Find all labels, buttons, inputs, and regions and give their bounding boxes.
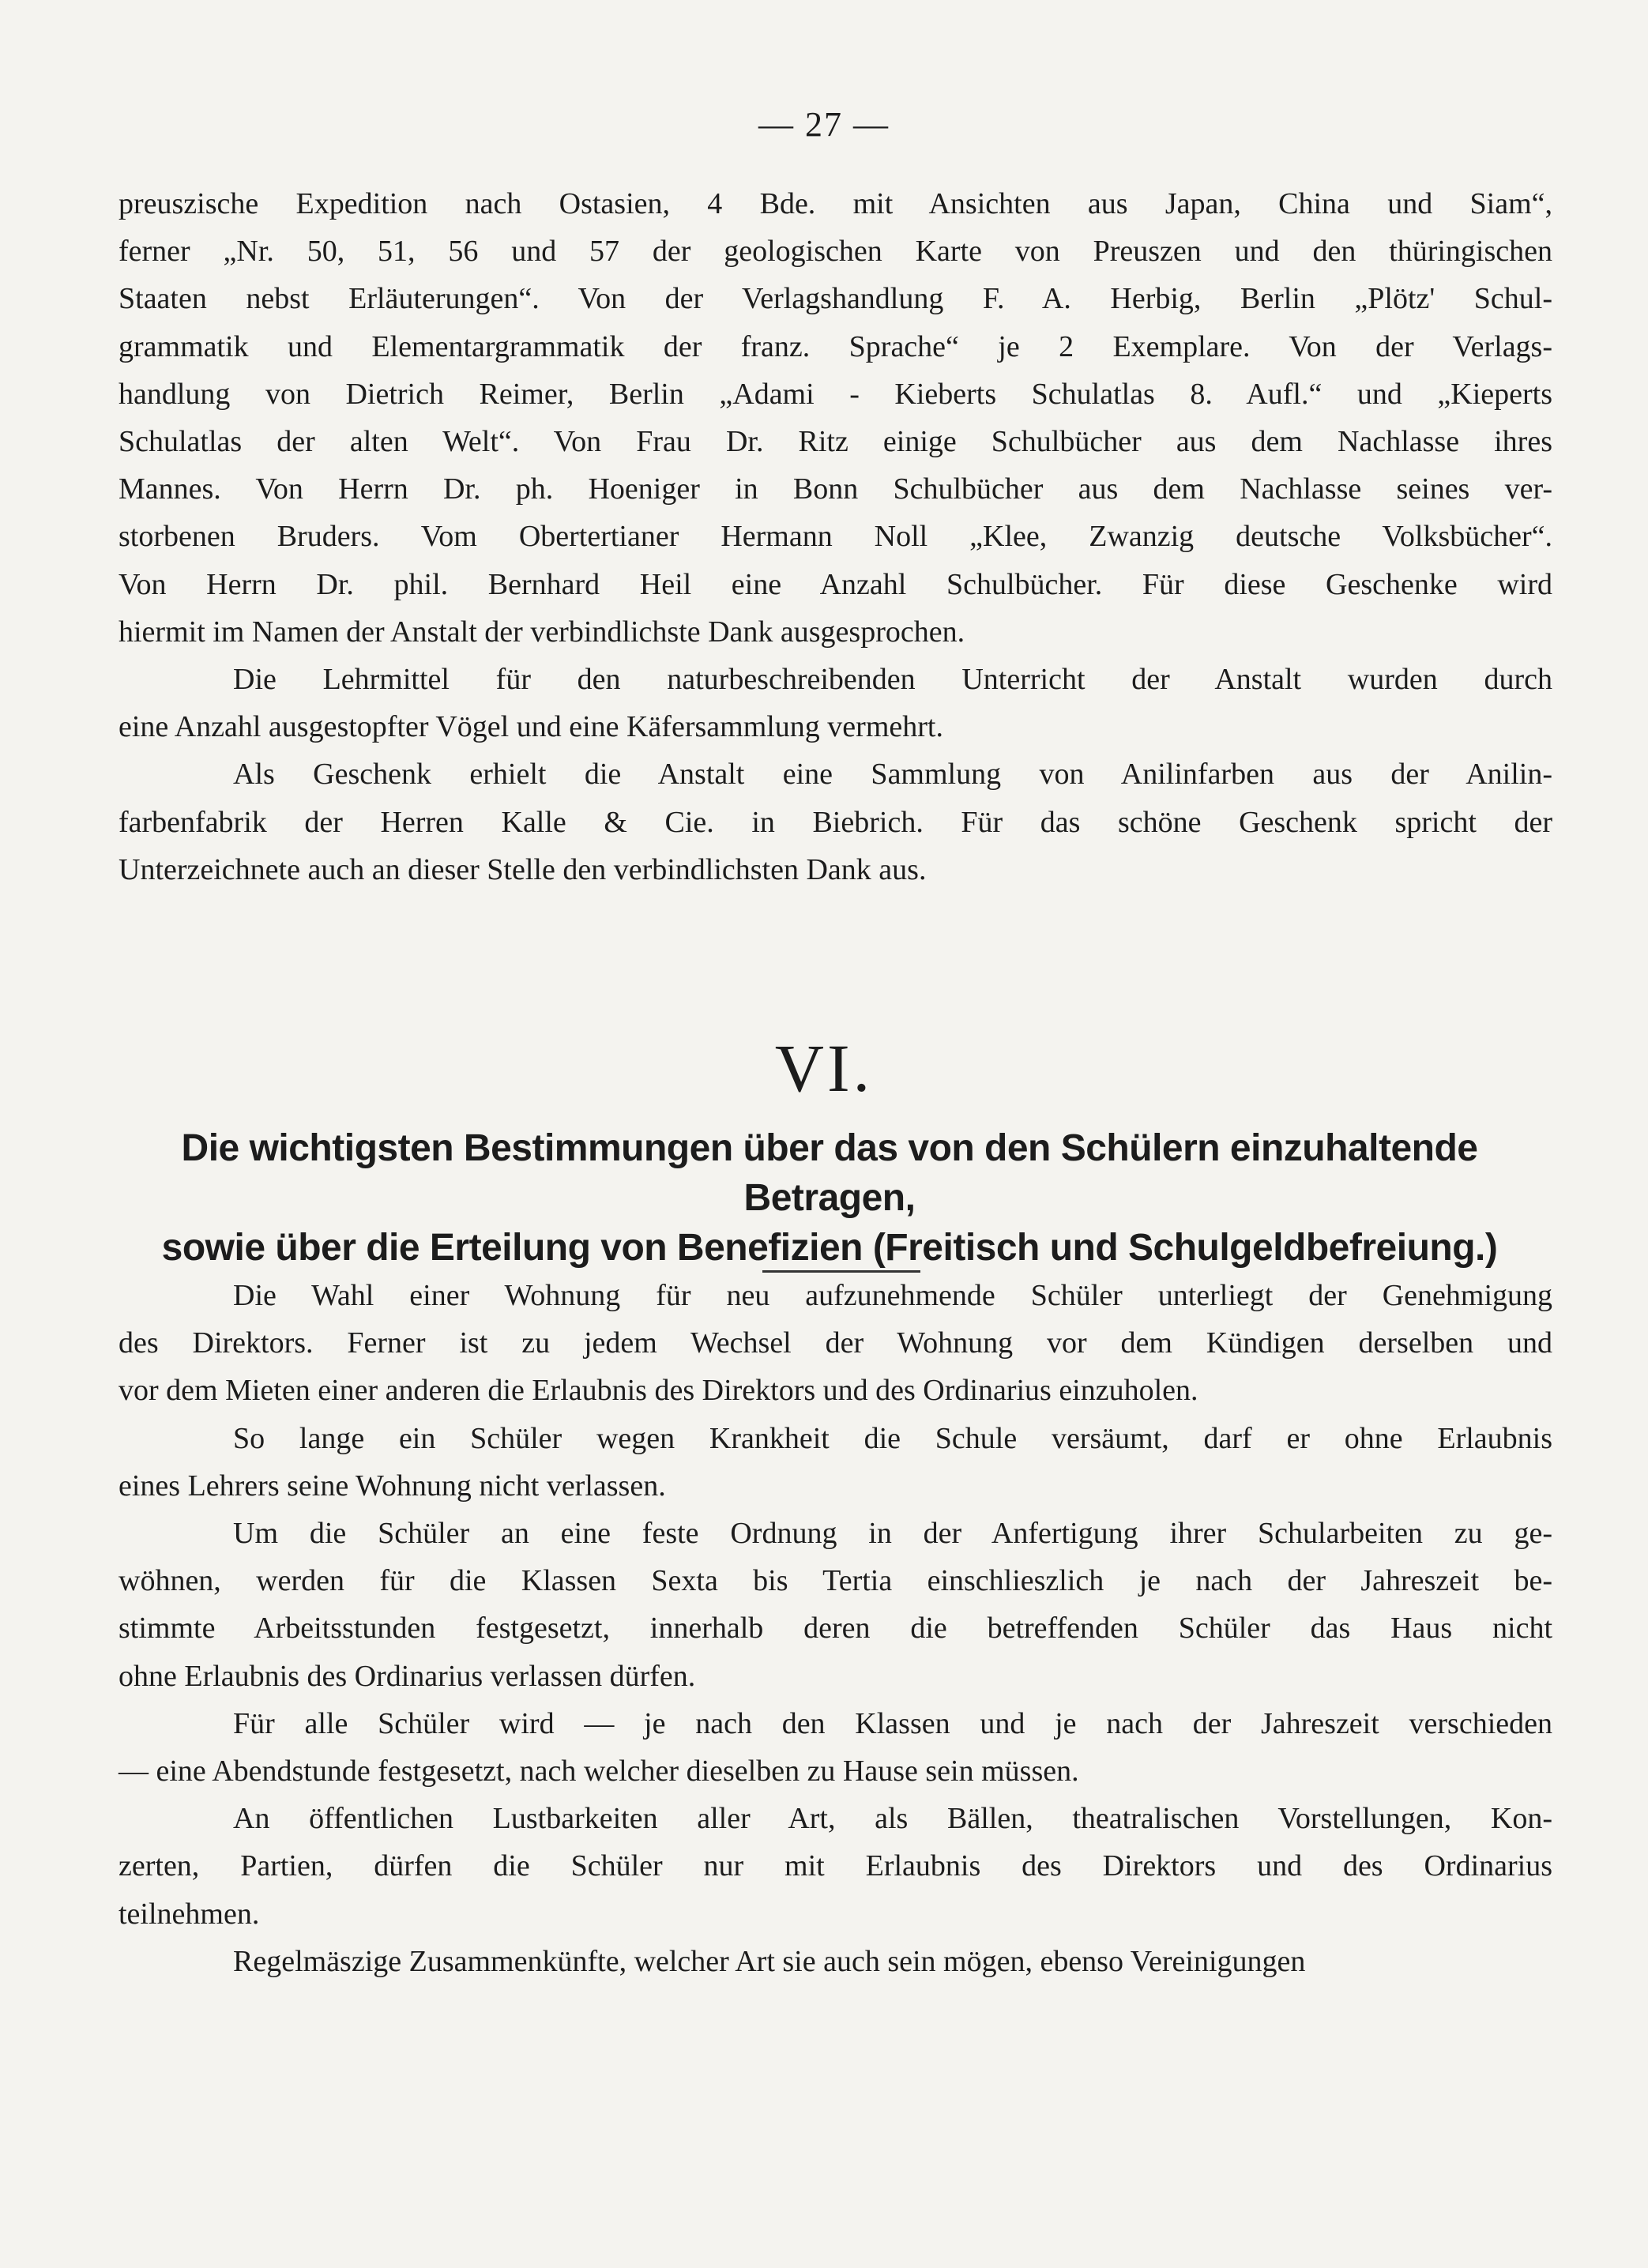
text-line: Schulatlas der alten Welt“. Von Frau Dr. Ritz einige Schulbücher aus dem Nachlasse ihres bbox=[119, 425, 1552, 459]
page-number: — 27 — bbox=[758, 105, 890, 144]
text-line: vor dem Mieten einer anderen die Erlaubnis des Direktors und des Ordinarius einzuholen. bbox=[119, 1374, 1198, 1408]
section-title-line: Die wichtigsten Bestimmungen über das von den Schülern einzuhaltende Betragen, bbox=[181, 1127, 1478, 1219]
text-line: So lange ein Schüler wegen Krankheit die Schule versäumt, darf er ohne Erlaubnis bbox=[233, 1421, 1552, 1455]
text-line: Von Herrn Dr. phil. Bernhard Heil eine Anzahl Schulbücher. Für diese Geschenke wird bbox=[119, 567, 1552, 601]
text-line: — eine Abendstunde festgesetzt, nach welcher dieselben zu Hause sein müssen. bbox=[119, 1755, 1079, 1788]
text-line: des Direktors. Ferner ist zu jedem Wechsel der Wohnung vor dem Kündigen derselben und bbox=[119, 1326, 1552, 1360]
paragraph-housing bbox=[119, 1272, 1552, 1415]
text-line: wöhnen, werden für die Klassen Sexta bis Tertia einschlieszlich je nach der Jahreszeit be- bbox=[119, 1564, 1552, 1598]
paragraph-public-entertainment bbox=[119, 1795, 1552, 1938]
text-line: An öffentlichen Lustbarkeiten aller Art, als Bällen, theatralischen Vorstellungen, Kon- bbox=[233, 1802, 1552, 1836]
text-line: Als Geschenk erhielt die Anstalt eine Sammlung von Anilinfarben aus der Anilin- bbox=[233, 758, 1552, 792]
text-line: Die Wahl einer Wohnung für neu aufzunehmende Schüler unterliegt der Genehmigung bbox=[233, 1279, 1552, 1312]
text-line: farbenfabrik der Herren Kalle & Cie. in Biebrich. Für das schöne Geschenk spricht der bbox=[119, 805, 1552, 839]
text-block-regulations bbox=[119, 1272, 1552, 1985]
paragraph-donations bbox=[119, 180, 1552, 656]
text-line: stimmte Arbeitsstunden festgesetzt, innerhalb deren die betreffenden Schüler das Haus nicht bbox=[119, 1612, 1552, 1646]
section-title-line: sowie über die Erteilung von Benefizien (Freitisch und Schulgeldbefreiung.) bbox=[161, 1227, 1498, 1269]
text-block-acknowledgements bbox=[119, 180, 1552, 893]
text-line: eine Anzahl ausgestopfter Vögel und eine Käfersammlung vermehrt. bbox=[119, 710, 943, 744]
text-line: Für alle Schüler wird — je nach den Klassen und je nach der Jahreszeit verschieden bbox=[233, 1706, 1552, 1740]
text-line: Um die Schüler an eine feste Ordnung in der Anfertigung ihrer Schularbeiten zu ge- bbox=[233, 1517, 1552, 1551]
text-line: Mannes. Von Herrn Dr. ph. Hoeniger in Bonn Schulbücher aus dem Nachlasse seines ver- bbox=[119, 472, 1552, 506]
text-line: Regelmäszige Zusammenkünfte, welcher Art sie auch sein mögen, ebenso Vereinigungen bbox=[233, 1944, 1306, 1978]
paragraph-teaching-materials bbox=[119, 656, 1552, 750]
section-number: VI. bbox=[774, 1030, 874, 1106]
text-line: ferner „Nr. 50, 51, 56 und 57 der geologischen Karte von Preuszen und den thüringischen bbox=[119, 235, 1552, 269]
text-line: teilnehmen. bbox=[119, 1897, 260, 1931]
paragraph-aniline-gift bbox=[119, 750, 1552, 893]
text-line: Unterzeichnete auch an dieser Stelle den verbindlichsten Dank aus. bbox=[119, 852, 927, 886]
text-line: hiermit im Namen der Anstalt der verbindlichste Dank ausgesprochen. bbox=[119, 615, 965, 649]
paragraph-illness bbox=[119, 1415, 1552, 1510]
text-line: handlung von Dietrich Reimer, Berlin „Adami - Kieberts Schulatlas 8. Aufl.“ und „Kieperts bbox=[119, 377, 1552, 411]
text-line: Staaten nebst Erläuterungen“. Von der Verlagshandlung F. A. Herbig, Berlin „Plötz' Schul- bbox=[119, 282, 1552, 316]
paragraph-evening-hour bbox=[119, 1700, 1552, 1795]
text-line: preuszische Expedition nach Ostasien, 4 Bde. mit Ansichten aus Japan, China und Siam“, bbox=[119, 187, 1552, 220]
paragraph-study-hours bbox=[119, 1510, 1552, 1700]
text-line: grammatik und Elementargrammatik der franz. Sprache“ je 2 Exemplare. Von der Verlags- bbox=[119, 329, 1552, 363]
text-line: zerten, Partien, dürfen die Schüler nur mit Erlaubnis des Direktors und des Ordinarius bbox=[119, 1849, 1552, 1883]
section-title bbox=[103, 1123, 1556, 1273]
text-line: eines Lehrers seine Wohnung nicht verlassen. bbox=[119, 1469, 666, 1503]
text-line: ohne Erlaubnis des Ordinarius verlassen dürfen. bbox=[119, 1659, 696, 1693]
text-line: storbenen Bruders. Vom Obertertianer Hermann Noll „Klee, Zwanzig deutsche Volksbücher“. bbox=[119, 520, 1552, 554]
paragraph-gatherings bbox=[119, 1938, 1552, 1985]
text-line: Die Lehrmittel für den naturbeschreibenden Unterricht der Anstalt wurden durch bbox=[233, 663, 1552, 697]
